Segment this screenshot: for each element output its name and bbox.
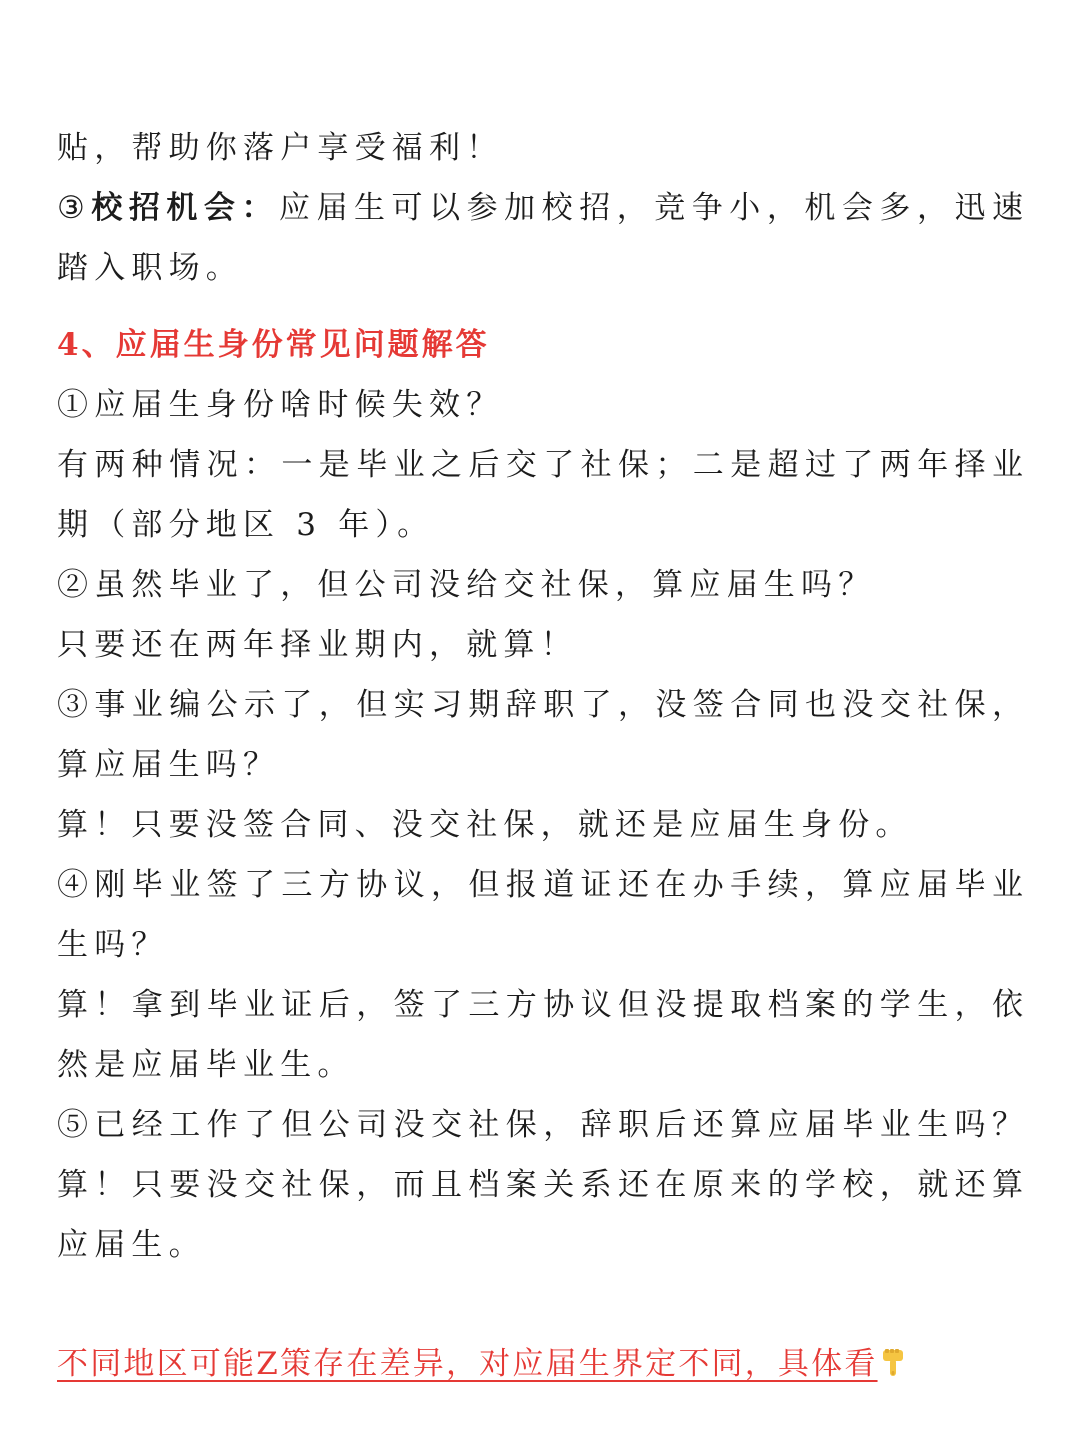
answer-line: 只要还在两年择业期内，就算！: [57, 627, 578, 663]
question-line: ①应届生身份啥时候失效？: [57, 387, 504, 423]
question-line: 算应届生吗？: [57, 747, 281, 783]
footer-underlined-text: 不同地区可能Z策存在差异，对应届生界定不同，具体看: [57, 1346, 878, 1382]
answer-line: 有两种情况：一是毕业之后交了社保；二是超过了两年择业: [57, 447, 1023, 483]
question-line: ④刚毕业签了三方协议，但报道证还在办手续，算应届毕业: [57, 867, 1023, 903]
text-line: 踏入职场。: [57, 250, 243, 286]
question-line: ②虽然毕业了，但公司没给交社保，算应届生吗？: [57, 567, 876, 603]
footer-note: [57, 1334, 906, 1394]
question-line: ⑤已经工作了但公司没交社保，辞职后还算应届毕业生吗？: [57, 1107, 1023, 1143]
section-heading: 4、应届生身份常见问题解答: [57, 327, 490, 363]
answer-line: 算！拿到毕业证后，签了三方协议但没提取档案的学生，依: [57, 987, 1023, 1023]
question-line: 生吗？: [57, 927, 169, 963]
answer-line: 应届生。: [57, 1227, 206, 1263]
text-span: 应届生可以参加校招，竞争小，机会多，迅速: [278, 190, 1023, 226]
answer-line: 然是应届毕业生。: [57, 1047, 355, 1083]
answer-line: 算！只要没交社保，而且档案关系还在原来的学校，就还算: [57, 1167, 1023, 1203]
question-line: ③事业编公示了，但实习期辞职了，没签合同也没交社保，: [57, 687, 1023, 723]
bold-label: 校招机会：: [91, 190, 279, 226]
pointing-down-hand-icon: [880, 1338, 906, 1368]
circled-number: ③: [57, 190, 92, 226]
document-body: [57, 118, 1023, 1275]
text-line: [57, 178, 1023, 238]
answer-line: 算！只要没签合同、没交社保，就还是应届生身份。: [57, 807, 913, 843]
text-line: 贴，帮助你落户享受福利！: [57, 130, 504, 166]
answer-line: 期（部分地区 3 年）。: [57, 507, 435, 543]
